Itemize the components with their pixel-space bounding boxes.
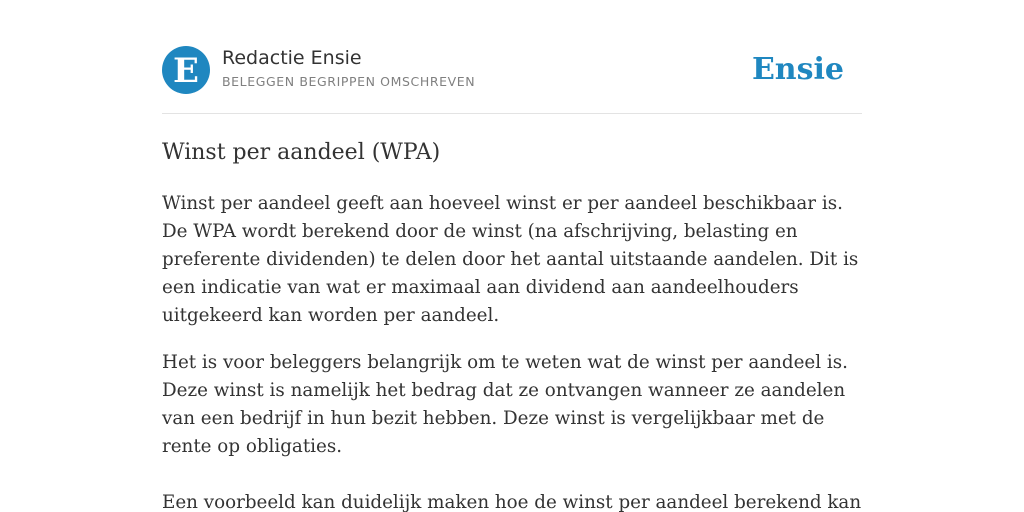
category-subtitle[interactable]: BELEGGEN BEGRIPPEN OMSCHREVEN [222, 74, 476, 89]
brand-logo[interactable]: Ensie [751, 52, 844, 87]
article-paragraph: Het is voor beleggers belangrijk om te weten wat de winst per aandeel is. Deze winst is namelijk het bedrag dat ze ontvangen wanneer ze aandelen van een bedrijf in hun bezit hebben. Deze winst is vergelijkbaar met de rente op obligaties. [162, 352, 848, 457]
svg-text:E: E [173, 51, 199, 91]
ensie-logo-icon [162, 46, 210, 94]
header-divider [162, 113, 862, 114]
article-paragraph: Een voorbeeld kan duidelijk maken hoe de winst per aandeel berekend kan [162, 492, 862, 512]
page-title: Winst per aandeel (WPA) [162, 140, 441, 165]
header [162, 46, 862, 96]
article-paragraph: Winst per aandeel geeft aan hoeveel winst er per aandeel beschikbaar is. De WPA wordt berekend door de winst (na afschrijving, belasting en preferente dividenden) te delen door het aantal uitstaande aandelen. Dit is een indicatie van wat er maximaal aan dividend aan aandeelhouders uitgekeerd kan worden per aandeel. [162, 193, 859, 326]
author-name[interactable]: Redactie Ensie [222, 47, 362, 69]
avatar[interactable] [162, 46, 210, 94]
